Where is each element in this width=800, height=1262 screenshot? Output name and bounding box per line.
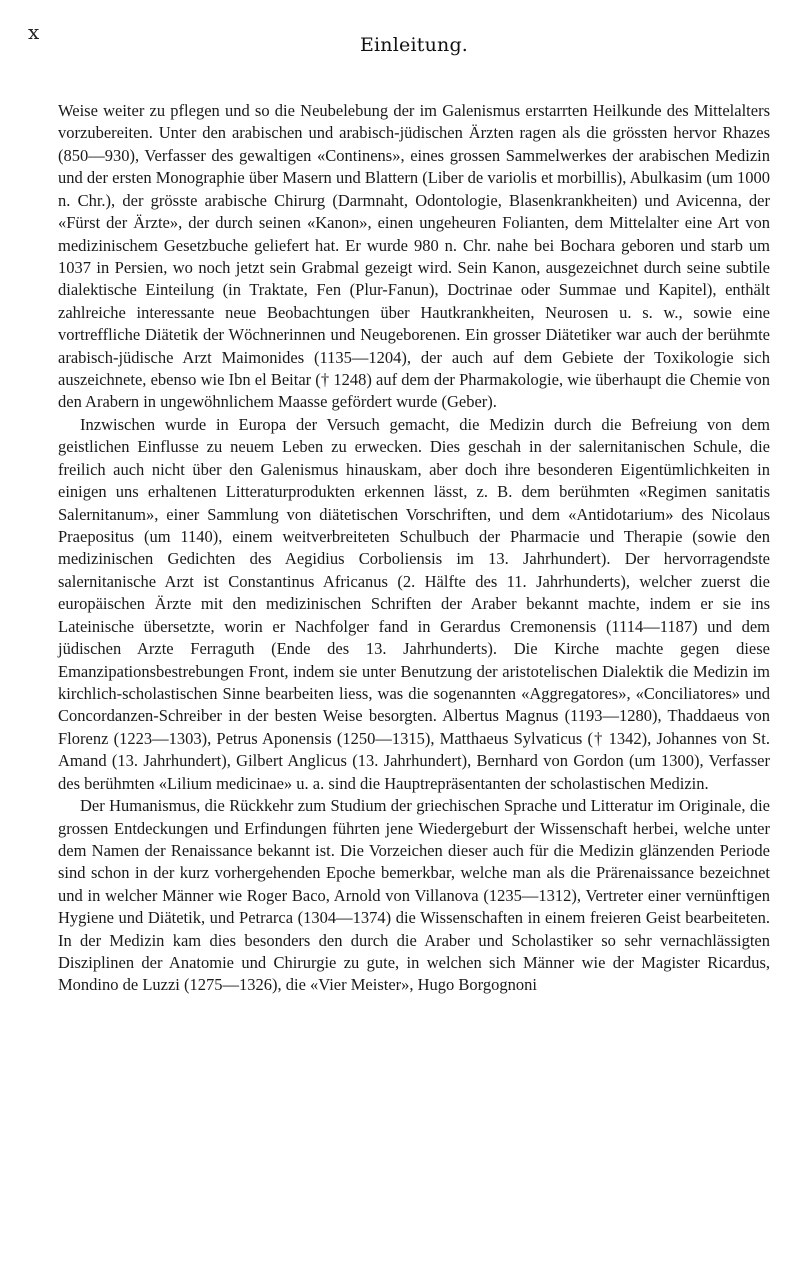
paragraph-2: Inzwischen wurde in Europa der Versuch gemacht, die Medizin durch die Befreiung von dem geistlichen Einflusse zu neuem Leben zu erwecken. Dies geschah in der salernitanischen Schule, die freilich auch nicht über den Galenismus hinauskam, aber doch ihre besonderen Eigentümlichkeiten in einigen uns erhaltenen Litteraturprodukten erkennen lässt, z. B. dem berühmten «Regimen sanitatis Salernitanum», einer Sammlung von diätetischen Vorschriften, und dem «Antidotarium» des Nicolaus Praepositus (um 1140), einem weitverbreiteten Schulbuch der Pharmacie und Therapie (sowie den medizinischen Gedichten des Aegidius Corboliensis im 13. Jahrhundert). Der hervorragendste salernitanische Arzt ist Constantinus Africanus (2. Hälfte des 11. Jahrhunderts), welcher zuerst die europäischen Ärzte mit den medizinischen Schriften der Araber bekannt machte, indem er sie ins Lateinische übersetzte, worin er Nachfolger fand in Gerardus Cremonensis (1114—1187) und dem jüdischen Arzte Ferraguth (Ende des 13. Jahrhunderts). Die Kirche machte gegen diese Emanzipationsbestrebungen Front, indem sie unter Benutzung der aristotelischen Dialektik die Medizin im kirchlich-scholastischen Sinne bearbeiten liess, was die sogenannten «Aggregatores», «Conciliatores» und Concordanzen-Schreiber in der besten Weise besorgten. Albertus Magnus (1193—1280), Thaddaeus von Florenz (1223—1303), Petrus Aponensis (1250—1315), Matthaeus Sylvaticus († 1342), Johannes von St. Amand (13. Jahrhundert), Gilbert Anglicus (13. Jahrhundert), Bernhard von Gordon (um 1300), Verfasser des berühmten «Lilium medicinae» u. a. sind die Hauptrepräsentanten der scholastischen Medizin. (58, 414, 770, 793)
page-header (28, 20, 800, 56)
paragraph-1: Weise weiter zu pflegen und so die Neubelebung der im Galenismus erstarrten Heilkunde des Mittelalters vorzubereiten. Unter den arabischen und arabisch-jüdischen Ärzten ragen als die grössten hervor Rhazes (850—930), Verfasser des gewaltigen «Continens», eines grossen Sammelwerkes der arabischen Medizin und der ersten Monographie über Masern und Blattern (Liber de variolis et morbillis), Abulkasim (um 1000 n. Chr.), der grösste arabische Chirurg (Darmnaht, Odontologie, Blasenkrankheiten) und Avicenna, der «Fürst der Ärzte», der durch seinen «Kanon», einen ungeheuren Folianten, dem Mittelalter eine Art von medizinischem Gesetzbuche geliefert hat. Er wurde 980 n. Chr. nahe bei Bochara geboren und starb um 1037 in Persien, wo noch jetzt sein Grabmal gezeigt wird. Sein Kanon, ausgezeichnet durch seine subtile dialektische Einteilung (in Traktate, Fen (Plur-Fanun), Doctrinae oder Summae und Kapitel), enthält zahlreiche interessante neue Beobachtungen über Hautkrankheiten, Neurosen u. s. w., sowie eine vortreffliche Diätetik der Wöchnerinnen und Neugeborenen. Ein grosser Diätetiker war auch der berühmte arabisch-jüdische Arzt Maimonides (1135—1204), der auch auf dem Gebiete der Toxikologie sich auszeichnete, ebenso wie Ibn el Beitar († 1248) auf dem der Pharmakologie, wie überhaupt die Chemie von den Arabern in ungewöhnlichem Maasse gefördert wurde (Geber). (58, 101, 770, 412)
page-number: x (28, 20, 40, 44)
body-text (58, 100, 770, 997)
paragraph-3: Der Humanismus, die Rückkehr zum Studium der griechischen Sprache und Litteratur im Originale, die grossen Entdeckungen und Erfindungen führten jene Wiedergeburt der Wissenschaft herbei, welche unter dem Namen der Renaissance bekannt ist. Die Vorzeichen dieser auch für die Medizin glänzenden Periode sind schon in der kurz vorhergehenden Epoche bemerkbar, welche man als die Prärenaissance bezeichnet und in welcher Männer wie Roger Baco, Arnold von Villanova (1235—1312), Vertreter einer vernünftigen Hygiene und Diätetik, und Petrarca (1304—1374) die Wissenschaften in einem freieren Geist bearbeiteten. In der Medizin kam dies besonders den durch die Araber und Scholastiker so sehr vernachlässigten Disziplinen der Anatomie und Chirurgie zu gute, in welchen sich Männer wie der Magister Ricardus, Mondino de Luzzi (1275—1326), die «Vier Meister», Hugo Borgognoni (58, 796, 770, 995)
running-title: Einleitung. (359, 34, 469, 56)
